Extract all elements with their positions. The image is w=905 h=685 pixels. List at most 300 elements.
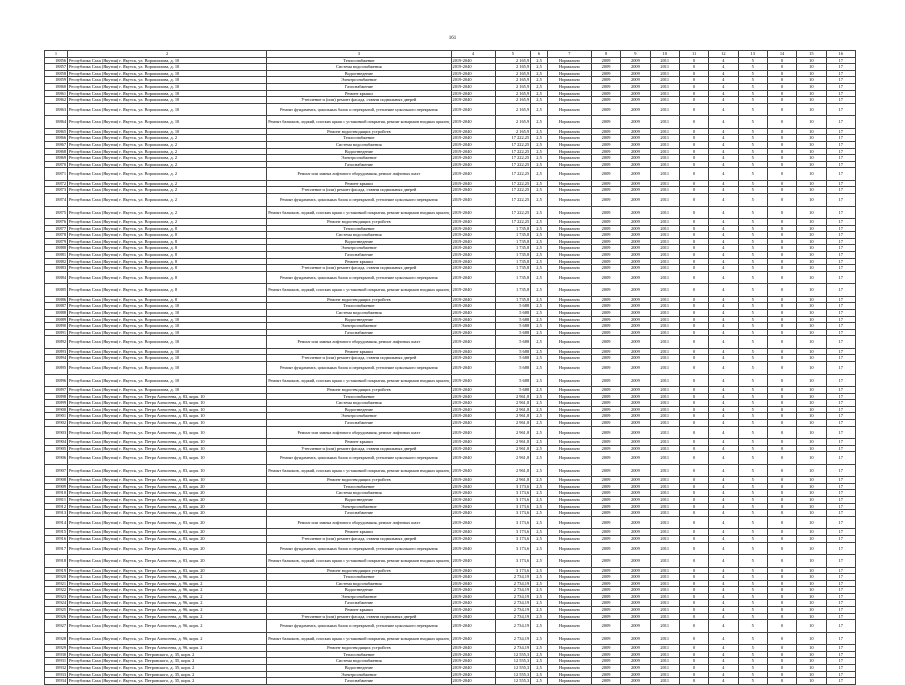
table-cell: 2 734,19 bbox=[495, 620, 531, 633]
table-cell: 0 bbox=[679, 284, 708, 297]
table-cell: 17 222,25 bbox=[495, 180, 531, 187]
table-cell: 2011 bbox=[650, 535, 679, 542]
table-cell: 17 bbox=[826, 413, 855, 420]
table-cell: 2,5 bbox=[531, 148, 548, 155]
table-cell: Нормально bbox=[547, 632, 591, 645]
table-cell: 2009 bbox=[621, 70, 650, 77]
table-cell: 5 bbox=[738, 671, 767, 678]
table-cell: Республика Саха (Якутия) г. Якутск, ул. Ворошилова, д. 10 bbox=[68, 103, 267, 116]
table-cell: Республика Саха (Якутия) г. Якутск, ул. Петра Алексеева, д. 96, корп. 2 bbox=[68, 574, 267, 581]
table-cell: 4 bbox=[709, 323, 738, 330]
table-cell: 4 bbox=[709, 413, 738, 420]
table-cell: 18901 bbox=[45, 413, 68, 420]
table-cell: 18879 bbox=[45, 238, 68, 245]
table-cell: 2,5 bbox=[531, 387, 548, 394]
table-cell: 0 bbox=[767, 483, 796, 490]
table-row bbox=[45, 77, 856, 84]
table-cell: 2019-2040 bbox=[451, 593, 495, 600]
table-cell: 2 961,8 bbox=[495, 393, 531, 400]
table-cell: Электроснабжение bbox=[267, 155, 451, 162]
table-cell: Ремонт балконов, лоджий, плоских крыш с установкой покрытия, ремонт козырьков входных крылец bbox=[267, 116, 451, 129]
table-cell: 2,5 bbox=[531, 374, 548, 387]
table-cell: Нормально bbox=[547, 309, 591, 316]
table-cell: 17 bbox=[826, 464, 855, 477]
table-cell: 2 734,19 bbox=[495, 607, 531, 614]
table-cell: Нормально bbox=[547, 374, 591, 387]
table-cell: 18892 bbox=[45, 336, 68, 349]
table-cell: Нормально bbox=[547, 542, 591, 555]
table-cell: 17 bbox=[826, 57, 855, 64]
table-cell: Водоотведение bbox=[267, 148, 451, 155]
table-cell: 12 555,3 bbox=[495, 671, 531, 678]
table-cell: 0 bbox=[767, 645, 796, 652]
table-cell: 18931 bbox=[45, 658, 68, 665]
table-cell: 3 173,6 bbox=[495, 510, 531, 517]
table-cell: Нормально bbox=[547, 529, 591, 536]
table-cell: Республика Саха (Якутия) г. Якутск, ул. Петровского, д. 35, корп. 2 bbox=[68, 665, 267, 672]
table-row bbox=[45, 206, 856, 219]
table-cell: 5 688 bbox=[495, 323, 531, 330]
table-cell: Республика Саха (Якутия) г. Якутск, ул. Петра Алексеева, д. 96, корп. 2 bbox=[68, 620, 267, 633]
table-cell: Республика Саха (Якутия) г. Якутск, ул. Ворошилова, д. 2 bbox=[68, 141, 267, 148]
table-row bbox=[45, 116, 856, 129]
table-cell: 18860 bbox=[45, 83, 68, 90]
table-cell: 17 bbox=[826, 678, 855, 685]
table-cell: 2011 bbox=[650, 452, 679, 465]
table-cell: 10 bbox=[797, 483, 826, 490]
table-cell: 2009 bbox=[591, 180, 620, 187]
table-cell: Газоснабжение bbox=[267, 510, 451, 517]
table-cell: 10 bbox=[797, 587, 826, 594]
table-cell: 0 bbox=[679, 645, 708, 652]
table-cell: 17 bbox=[826, 362, 855, 375]
table-cell: 17 222,25 bbox=[495, 206, 531, 219]
column-header: 10 bbox=[650, 51, 679, 58]
column-header: 1 bbox=[45, 51, 68, 58]
table-cell: 5 bbox=[738, 580, 767, 587]
table-cell: 0 bbox=[679, 567, 708, 574]
table-cell: 10 bbox=[797, 116, 826, 129]
table-cell: 2009 bbox=[621, 426, 650, 439]
table-cell: Ремонт крыши bbox=[267, 90, 451, 97]
table-cell: 2009 bbox=[621, 64, 650, 71]
table-cell: 2 961,8 bbox=[495, 464, 531, 477]
table-cell: Нормально bbox=[547, 316, 591, 323]
table-cell: 17 bbox=[826, 251, 855, 258]
column-header: 11 bbox=[679, 51, 708, 58]
table-cell: 2 961,8 bbox=[495, 445, 531, 452]
table-cell: Нормально bbox=[547, 135, 591, 142]
table-cell: 4 bbox=[709, 671, 738, 678]
table-cell: 2019-2040 bbox=[451, 490, 495, 497]
table-cell: 2009 bbox=[621, 678, 650, 685]
table-cell: 0 bbox=[767, 303, 796, 310]
table-cell: 0 bbox=[767, 187, 796, 194]
table-cell: 0 bbox=[679, 168, 708, 181]
table-cell: 18929 bbox=[45, 645, 68, 652]
table-cell: 2019-2040 bbox=[451, 155, 495, 162]
table-cell: Ремонт водоотводящих устройств bbox=[267, 296, 451, 303]
table-cell: 2009 bbox=[591, 529, 620, 536]
table-cell: 0 bbox=[767, 413, 796, 420]
table-cell: 0 bbox=[767, 284, 796, 297]
table-cell: 0 bbox=[679, 194, 708, 207]
table-cell: 0 bbox=[767, 219, 796, 226]
table-cell: 0 bbox=[767, 265, 796, 272]
table-cell: 10 bbox=[797, 103, 826, 116]
table-cell: 0 bbox=[767, 439, 796, 446]
table-cell: 2009 bbox=[591, 400, 620, 407]
table-cell: 2009 bbox=[591, 393, 620, 400]
table-cell: Республика Саха (Якутия) г. Якутск, ул. Ворошилова, д. 10 bbox=[68, 348, 267, 355]
table-cell: 2009 bbox=[591, 445, 620, 452]
table-cell: 0 bbox=[767, 148, 796, 155]
table-cell: 2009 bbox=[621, 510, 650, 517]
table-cell: Газоснабжение bbox=[267, 419, 451, 426]
table-cell: 0 bbox=[767, 510, 796, 517]
table-cell: 2011 bbox=[650, 555, 679, 568]
table-cell: Нормально bbox=[547, 620, 591, 633]
table-cell: 0 bbox=[767, 374, 796, 387]
table-cell: 2011 bbox=[650, 258, 679, 265]
table-cell: 2,5 bbox=[531, 445, 548, 452]
table-cell: 2019-2040 bbox=[451, 426, 495, 439]
table-cell: 2011 bbox=[650, 103, 679, 116]
table-cell: 2,5 bbox=[531, 542, 548, 555]
table-cell: 0 bbox=[679, 593, 708, 600]
table-cell: 0 bbox=[679, 419, 708, 426]
table-cell: 10 bbox=[797, 97, 826, 104]
table-cell: 2009 bbox=[591, 419, 620, 426]
table-cell: 2 165,9 bbox=[495, 70, 531, 77]
table-cell: 18896 bbox=[45, 374, 68, 387]
table-cell: 0 bbox=[767, 542, 796, 555]
table-cell: 5 bbox=[738, 632, 767, 645]
table-cell: 2019-2040 bbox=[451, 284, 495, 297]
table-cell: 2009 bbox=[591, 148, 620, 155]
table-cell: 2,5 bbox=[531, 393, 548, 400]
table-cell: Ремонт фундамента, цокольных балок и перекрытий, утепление цокольного перекрытия bbox=[267, 103, 451, 116]
table-cell: Система водоснабжения bbox=[267, 490, 451, 497]
table-cell: 2009 bbox=[621, 529, 650, 536]
table-cell: 17 bbox=[826, 632, 855, 645]
table-cell: Республика Саха (Якутия) г. Якутск, ул. Ворошилова, д. 10 bbox=[68, 329, 267, 336]
table-cell: Нормально bbox=[547, 452, 591, 465]
table-cell: 2019-2040 bbox=[451, 57, 495, 64]
table-cell: 10 bbox=[797, 477, 826, 484]
table-cell: 17 bbox=[826, 168, 855, 181]
table-cell: 17 bbox=[826, 219, 855, 226]
table-cell: Республика Саха (Якутия) г. Якутск, ул. Петровского, д. 35, корп. 2 bbox=[68, 651, 267, 658]
table-cell: Республика Саха (Якутия) г. Якутск, ул. Ворошилова, д. 8 bbox=[68, 225, 267, 232]
table-cell: 2009 bbox=[621, 180, 650, 187]
table-cell: 2009 bbox=[591, 245, 620, 252]
table-cell: Республика Саха (Якутия) г. Якутск, ул. Петра Алексеева, д. 96, корп. 2 bbox=[68, 600, 267, 607]
table-cell: 4 bbox=[709, 219, 738, 226]
table-cell: 2009 bbox=[591, 387, 620, 394]
table-cell: 18869 bbox=[45, 155, 68, 162]
table-cell: 2011 bbox=[650, 464, 679, 477]
table-row bbox=[45, 658, 856, 665]
table-cell: 2011 bbox=[650, 387, 679, 394]
table-cell: 3 173,6 bbox=[495, 516, 531, 529]
table-cell: 2019-2040 bbox=[451, 70, 495, 77]
table-cell: Республика Саха (Якутия) г. Якутск, ул. Ворошилова, д. 10 bbox=[68, 303, 267, 310]
table-cell: 4 bbox=[709, 97, 738, 104]
table-cell: 0 bbox=[767, 103, 796, 116]
table-cell: 4 bbox=[709, 329, 738, 336]
table-cell: 5 688 bbox=[495, 355, 531, 362]
table-cell: 10 bbox=[797, 348, 826, 355]
table-cell: 18864 bbox=[45, 116, 68, 129]
column-header: 4 bbox=[451, 51, 495, 58]
table-cell: 3 173,6 bbox=[495, 503, 531, 510]
table-cell: 17 bbox=[826, 645, 855, 652]
table-cell: 2011 bbox=[650, 580, 679, 587]
table-cell: 4 bbox=[709, 542, 738, 555]
table-cell: 10 bbox=[797, 303, 826, 310]
table-cell: 10 bbox=[797, 336, 826, 349]
table-row bbox=[45, 580, 856, 587]
column-header: 6 bbox=[531, 51, 548, 58]
table-cell: 0 bbox=[679, 77, 708, 84]
table-cell: 0 bbox=[679, 613, 708, 620]
table-cell: 5 bbox=[738, 567, 767, 574]
table-cell: Нормально bbox=[547, 296, 591, 303]
table-cell: 0 bbox=[767, 613, 796, 620]
table-cell: 0 bbox=[679, 348, 708, 355]
table-cell: 2009 bbox=[591, 651, 620, 658]
table-cell: 2,5 bbox=[531, 70, 548, 77]
table-cell: 2011 bbox=[650, 445, 679, 452]
table-cell: 2009 bbox=[621, 57, 650, 64]
table-cell: Республика Саха (Якутия) г. Якутск, ул. Ворошилова, д. 2 bbox=[68, 219, 267, 226]
table-cell: 4 bbox=[709, 651, 738, 658]
table-cell: 17 bbox=[826, 187, 855, 194]
table-row bbox=[45, 329, 856, 336]
table-cell: 2009 bbox=[621, 284, 650, 297]
table-cell: 2009 bbox=[591, 613, 620, 620]
table-cell: 2009 bbox=[621, 323, 650, 330]
table-row bbox=[45, 83, 856, 90]
table-cell: 2009 bbox=[591, 406, 620, 413]
table-cell: 0 bbox=[679, 323, 708, 330]
table-cell: 0 bbox=[767, 362, 796, 375]
table-cell: 2 165,9 bbox=[495, 90, 531, 97]
table-cell: 0 bbox=[679, 57, 708, 64]
table-cell: 2019-2040 bbox=[451, 103, 495, 116]
table-cell: Республика Саха (Якутия) г. Якутск, ул. Петра Алексеева, д. 83, корп. 10 bbox=[68, 477, 267, 484]
table-cell: 17 bbox=[826, 128, 855, 135]
table-cell: 17 bbox=[826, 97, 855, 104]
table-cell: 2009 bbox=[591, 490, 620, 497]
table-cell: 5 bbox=[738, 593, 767, 600]
table-cell: 2009 bbox=[621, 303, 650, 310]
table-cell: 2019-2040 bbox=[451, 658, 495, 665]
table-cell: 2011 bbox=[650, 671, 679, 678]
table-cell: 10 bbox=[797, 57, 826, 64]
table-cell: 0 bbox=[767, 77, 796, 84]
table-cell: 2019-2040 bbox=[451, 516, 495, 529]
table-cell: Республика Саха (Якутия) г. Якутск, ул. Ворошилова, д. 10 bbox=[68, 77, 267, 84]
table-cell: 2019-2040 bbox=[451, 387, 495, 394]
table-cell: 2019-2040 bbox=[451, 168, 495, 181]
table-cell: 2009 bbox=[621, 168, 650, 181]
table-cell: 10 bbox=[797, 77, 826, 84]
table-cell: Система водоснабжения bbox=[267, 400, 451, 407]
table-cell: 2,5 bbox=[531, 613, 548, 620]
table-cell: Нормально bbox=[547, 265, 591, 272]
table-cell: 18865 bbox=[45, 128, 68, 135]
table-cell: 5 bbox=[738, 483, 767, 490]
table-cell: 2,5 bbox=[531, 90, 548, 97]
table-cell: 2 961,8 bbox=[495, 406, 531, 413]
table-cell: 2011 bbox=[650, 393, 679, 400]
table-cell: Нормально bbox=[547, 439, 591, 446]
table-cell: 2009 bbox=[621, 387, 650, 394]
table-cell: 2011 bbox=[650, 206, 679, 219]
table-cell: 2,5 bbox=[531, 77, 548, 84]
table-cell: 17 bbox=[826, 665, 855, 672]
table-cell: 2 165,9 bbox=[495, 83, 531, 90]
table-cell: 5 bbox=[738, 303, 767, 310]
table-cell: 2019-2040 bbox=[451, 671, 495, 678]
table-cell: 0 bbox=[679, 309, 708, 316]
table-cell: 5 bbox=[738, 452, 767, 465]
table-cell: 10 bbox=[797, 419, 826, 426]
table-cell: 10 bbox=[797, 70, 826, 77]
table-cell: 4 bbox=[709, 665, 738, 672]
table-cell: 2,5 bbox=[531, 516, 548, 529]
table-cell: 2,5 bbox=[531, 567, 548, 574]
table-cell: Нормально bbox=[547, 580, 591, 587]
table-cell: 2009 bbox=[621, 187, 650, 194]
table-cell: 18933 bbox=[45, 671, 68, 678]
table-cell: 0 bbox=[767, 445, 796, 452]
table-cell: 10 bbox=[797, 678, 826, 685]
table-cell: 2009 bbox=[621, 155, 650, 162]
table-cell: 5 bbox=[738, 355, 767, 362]
table-cell: 2,5 bbox=[531, 271, 548, 284]
table-cell: 17 bbox=[826, 613, 855, 620]
table-cell: 2019-2040 bbox=[451, 613, 495, 620]
table-cell: 0 bbox=[767, 400, 796, 407]
table-cell: 17 bbox=[826, 271, 855, 284]
table-cell: 2011 bbox=[650, 413, 679, 420]
table-cell: 1 735,8 bbox=[495, 238, 531, 245]
table-cell: Республика Саха (Якутия) г. Якутск, ул. Ворошилова, д. 8 bbox=[68, 245, 267, 252]
table-cell: 4 bbox=[709, 348, 738, 355]
table-cell: 2009 bbox=[621, 490, 650, 497]
table-cell: Нормально bbox=[547, 57, 591, 64]
table-cell: 18905 bbox=[45, 445, 68, 452]
table-cell: 10 bbox=[797, 168, 826, 181]
table-cell: 2019-2040 bbox=[451, 187, 495, 194]
table-cell: Электроснабжение bbox=[267, 77, 451, 84]
table-row bbox=[45, 374, 856, 387]
table-cell: Утепление и (или) ремонт фасада, ставни подвальных дверей bbox=[267, 445, 451, 452]
table-cell: 0 bbox=[679, 607, 708, 614]
table-cell: 2011 bbox=[650, 645, 679, 652]
table-cell: 2019-2040 bbox=[451, 206, 495, 219]
table-cell: 2019-2040 bbox=[451, 529, 495, 536]
table-cell: Нормально bbox=[547, 206, 591, 219]
table-cell: 2009 bbox=[621, 600, 650, 607]
table-cell: 18909 bbox=[45, 483, 68, 490]
table-cell: Республика Саха (Якутия) г. Якутск, ул. Ворошилова, д. 2 bbox=[68, 180, 267, 187]
table-cell: 0 bbox=[679, 503, 708, 510]
table-cell: 2011 bbox=[650, 613, 679, 620]
table-row bbox=[45, 593, 856, 600]
table-row bbox=[45, 542, 856, 555]
table-cell: 4 bbox=[709, 83, 738, 90]
table-cell: 2,5 bbox=[531, 665, 548, 672]
table-cell: 1 735,8 bbox=[495, 245, 531, 252]
table-cell: 2019-2040 bbox=[451, 238, 495, 245]
table-cell: 2019-2040 bbox=[451, 258, 495, 265]
table-cell: 3 173,6 bbox=[495, 490, 531, 497]
table-row bbox=[45, 135, 856, 142]
table-cell: 10 bbox=[797, 323, 826, 330]
table-cell: 2,5 bbox=[531, 258, 548, 265]
table-cell: 1 735,8 bbox=[495, 232, 531, 239]
table-cell: 2011 bbox=[650, 651, 679, 658]
table-cell: 18904 bbox=[45, 439, 68, 446]
table-cell: Нормально bbox=[547, 348, 591, 355]
table-cell: 0 bbox=[679, 103, 708, 116]
table-cell: Республика Саха (Якутия) г. Якутск, ул. Ворошилова, д. 10 bbox=[68, 116, 267, 129]
table-cell: 2 165,9 bbox=[495, 116, 531, 129]
table-cell: 18921 bbox=[45, 580, 68, 587]
table-cell: 2009 bbox=[621, 309, 650, 316]
table-cell: 2,5 bbox=[531, 632, 548, 645]
table-cell: Электроснабжение bbox=[267, 503, 451, 510]
table-cell: 5 bbox=[738, 607, 767, 614]
table-cell: 2019-2040 bbox=[451, 161, 495, 168]
table-cell: 2011 bbox=[650, 477, 679, 484]
table-cell: 2009 bbox=[621, 97, 650, 104]
table-cell: 2,5 bbox=[531, 620, 548, 633]
table-cell: Республика Саха (Якутия) г. Якутск, ул. Петра Алексеева, д. 83, корп. 10 bbox=[68, 426, 267, 439]
table-cell: Нормально bbox=[547, 148, 591, 155]
table-cell: 2009 bbox=[621, 665, 650, 672]
table-cell: 2,5 bbox=[531, 296, 548, 303]
table-cell: 5 bbox=[738, 678, 767, 685]
table-cell: 2011 bbox=[650, 336, 679, 349]
table-cell: Республика Саха (Якутия) г. Якутск, ул. Ворошилова, д. 10 bbox=[68, 64, 267, 71]
table-cell: 0 bbox=[679, 535, 708, 542]
table-cell: Ремонт фундамента, цокольных балок и перекрытий, утепление цокольного перекрытия bbox=[267, 620, 451, 633]
table-cell: 2019-2040 bbox=[451, 607, 495, 614]
table-cell: 0 bbox=[679, 97, 708, 104]
table-cell: 4 bbox=[709, 587, 738, 594]
table-row bbox=[45, 678, 856, 685]
table-cell: Нормально bbox=[547, 355, 591, 362]
table-cell: 10 bbox=[797, 219, 826, 226]
table-row bbox=[45, 284, 856, 297]
table-cell: 17 bbox=[826, 309, 855, 316]
table-cell: 17 bbox=[826, 516, 855, 529]
table-cell: Республика Саха (Якутия) г. Якутск, ул. Петра Алексеева, д. 96, корп. 2 bbox=[68, 593, 267, 600]
table-cell: 18882 bbox=[45, 258, 68, 265]
table-cell: 2,5 bbox=[531, 497, 548, 504]
table-cell: 0 bbox=[679, 580, 708, 587]
table-cell: Электроснабжение bbox=[267, 413, 451, 420]
table-cell: 0 bbox=[679, 355, 708, 362]
table-cell: 2 961,8 bbox=[495, 452, 531, 465]
table-cell: Республика Саха (Якутия) г. Якутск, ул. Петра Алексеева, д. 83, корп. 20 bbox=[68, 503, 267, 510]
table-cell: 18876 bbox=[45, 219, 68, 226]
